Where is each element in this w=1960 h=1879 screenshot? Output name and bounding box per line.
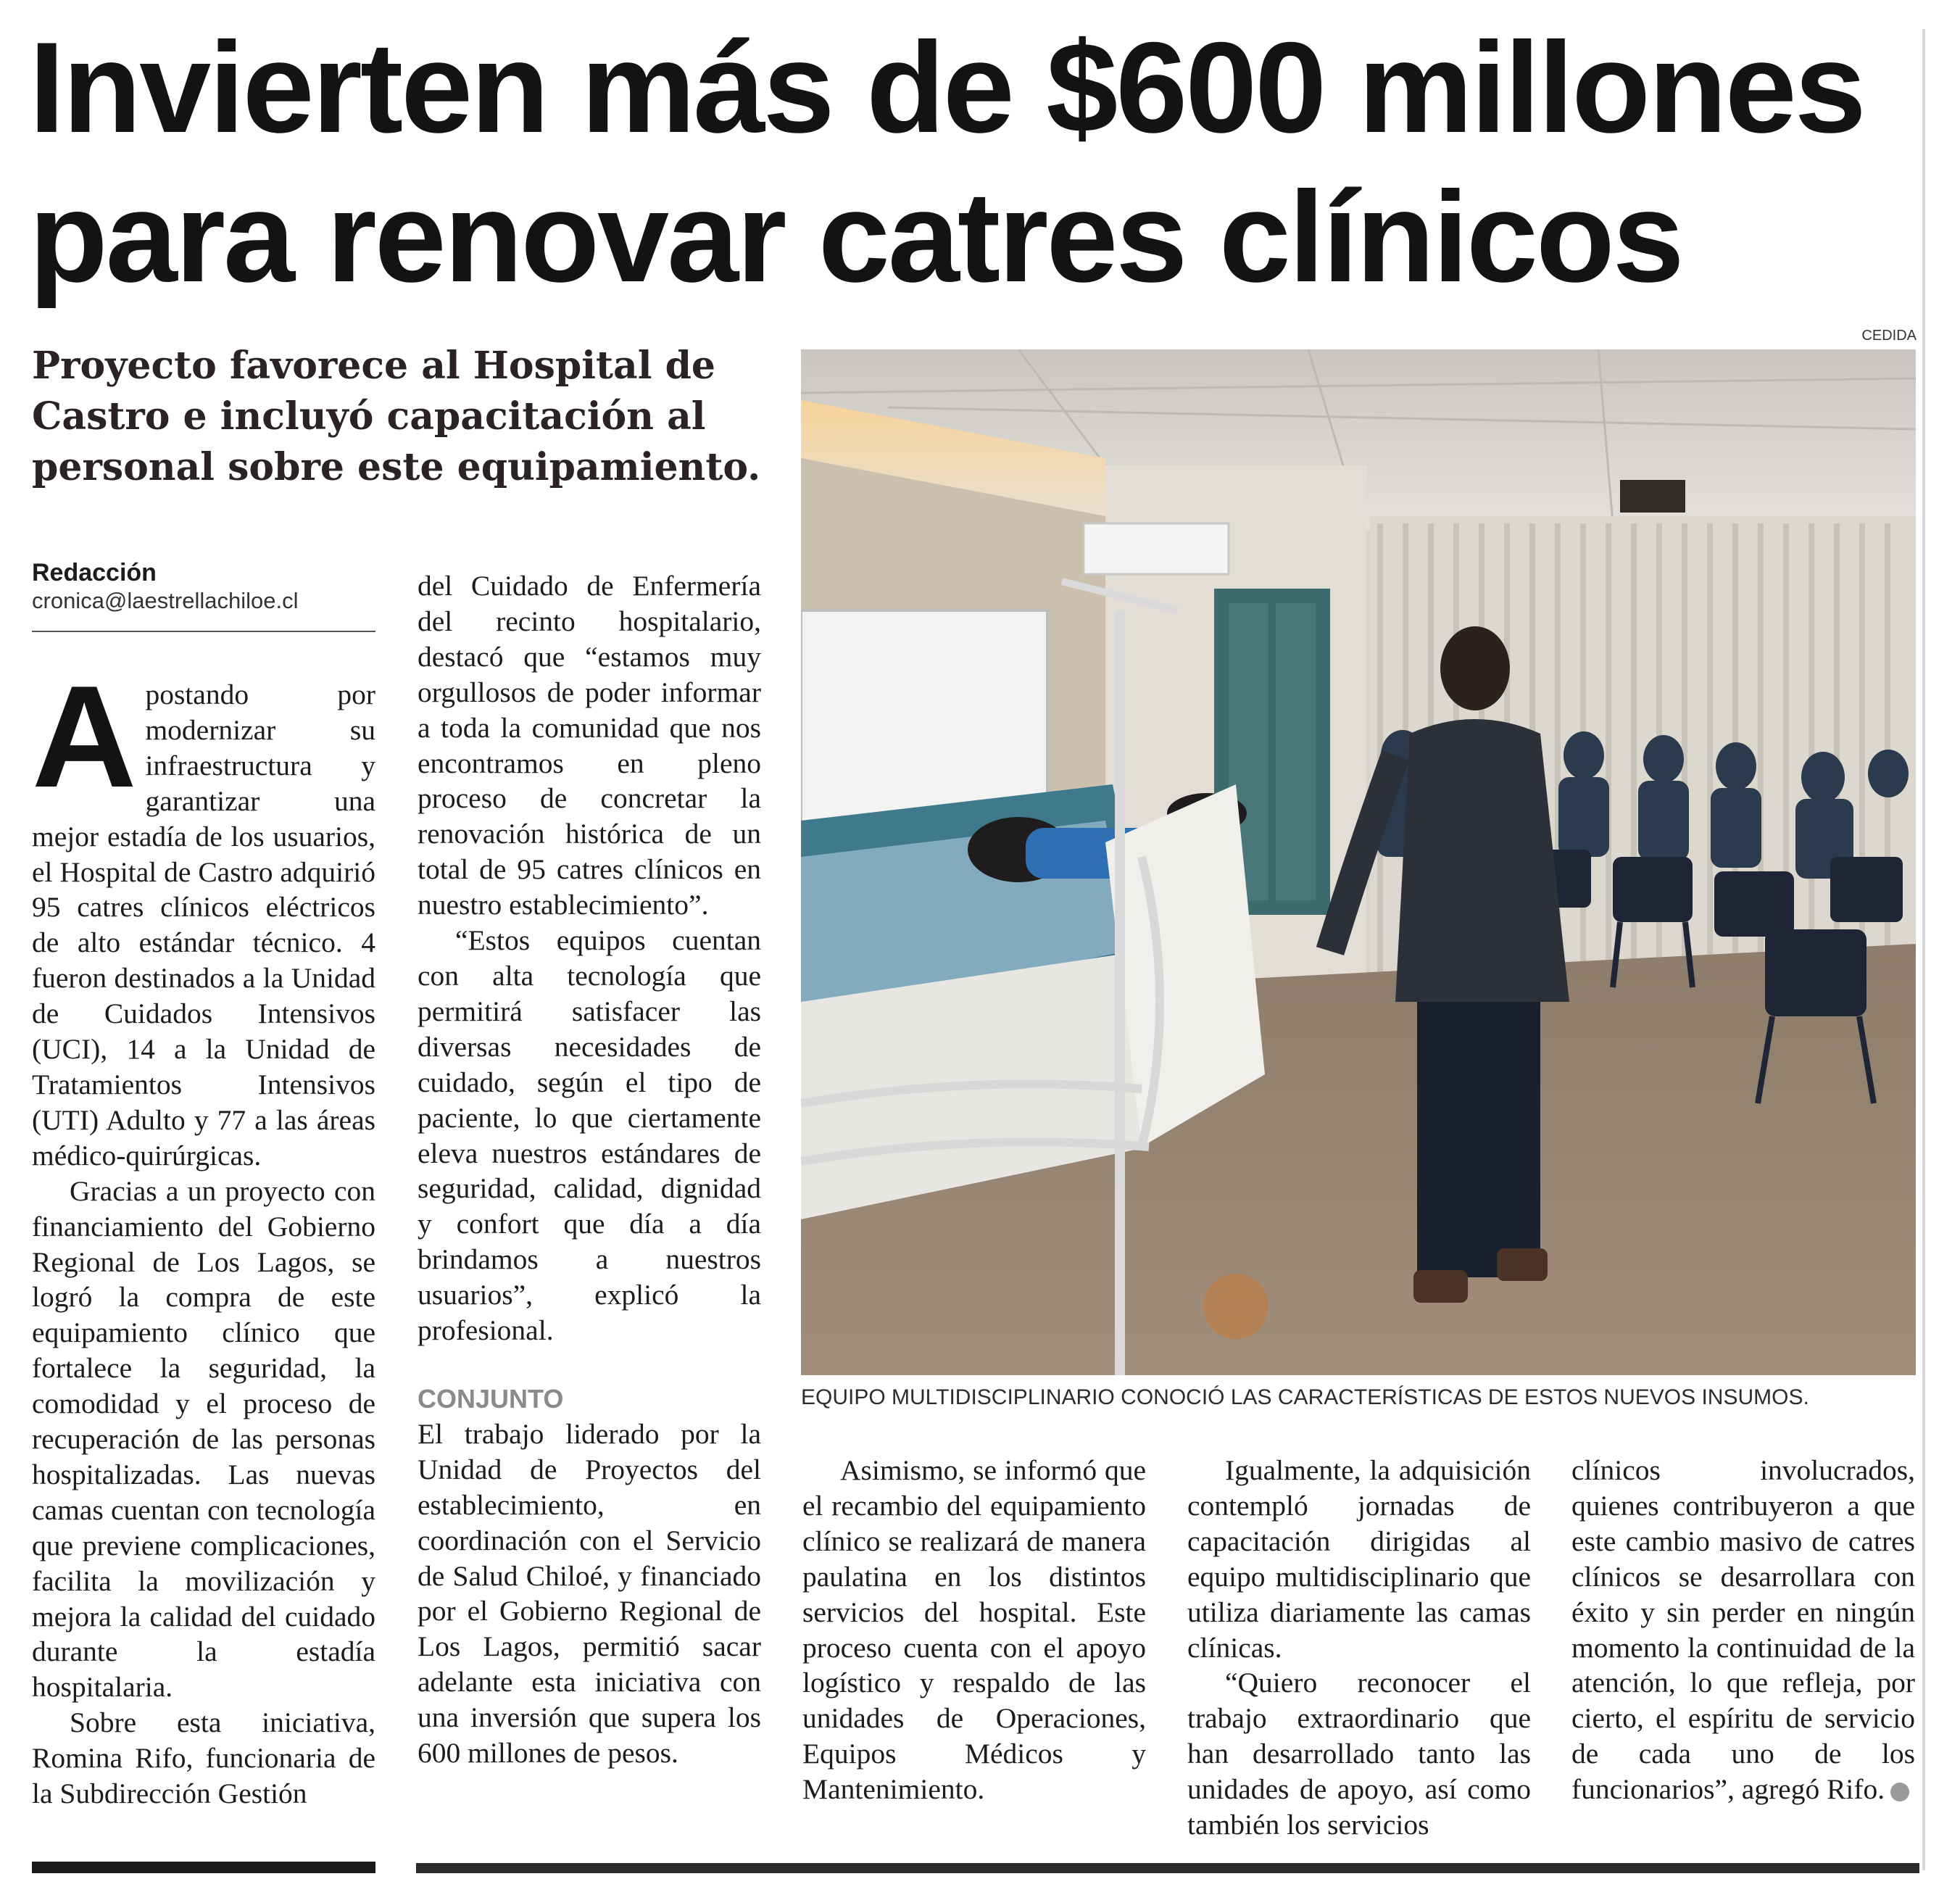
paragraph: clínicos involucrados, quienes contribuyeron a que este cambio masivo de catres clínicos se desarrollara con éxito y sin perder en ningún momento la continuidad de la atención, lo que refleja, por cierto, el espíritu de servicio de cada uno de los funcionarios”, agregó Rifo. — [1571, 1454, 1915, 1806]
photo-credit: CEDIDA — [1861, 328, 1917, 344]
article-column-5 — [1571, 1453, 1915, 1807]
paragraph: “Quiero reconocer el trabajo extraordinario que han desarrollado tanto las unidades de apoyo, así como también los servicios — [1187, 1667, 1531, 1841]
article-column-2 — [418, 568, 761, 1771]
bottom-rule — [416, 1863, 1919, 1873]
paragraph: Gracias a un proyecto con financiamiento del Gobierno Regional de Los Lagos, se logró la compra de este equipamiento clínico que fortalece la seguridad, la comodidad y el proceso de recuperación de las personas hospitalizadas. Las nuevas camas cuentan con tecnología que previene complicaciones, facilita la movilización y mejora la calidad del cuidado durante la estadía hospitalaria. — [32, 1174, 375, 1704]
paragraph: Sobre esta iniciativa, Romina Rifo, funcionaria de la Subdirección Gestión — [32, 1706, 375, 1810]
drop-cap: A — [32, 656, 137, 818]
page-edge-rule — [1922, 29, 1925, 1870]
headline — [29, 13, 1914, 312]
deck-subheadline: Proyecto favorece al Hospital de Castro e incluyó capacitación al personal sobre este equipamiento. — [32, 344, 761, 489]
end-of-article-icon — [1890, 1783, 1909, 1801]
article-column-3 — [802, 1453, 1146, 1807]
article-photo — [801, 349, 1916, 1375]
paragraph: Igualmente, la adquisición contempló jornadas de capacitación dirigidas al equipo multidisciplinario que utiliza diariamente las camas clínicas. — [1187, 1454, 1531, 1664]
byline-email: cronica@laestrellachiloe.cl — [32, 588, 299, 613]
paragraph: Asimismo, se informó que el recambio del equipamiento clínico se realizará de manera paulatina en los distintos servicios del hospital. Este proceso cuenta con el apoyo logístico y respaldo de las unidades de Operaciones, Equipos Médicos y Mantenimiento. — [802, 1454, 1146, 1806]
byline-divider — [32, 631, 375, 632]
paragraph: “Estos equipos cuentan con alta tecnología que permitirá satisfacer las diversas necesidades de cuidado, según el tipo de paciente, lo que ciertamente eleva nuestros estándares de seguridad, calidad, dignidad y confort que día a día brindamos a nuestros usuarios”, explicó la profesional. — [418, 924, 761, 1347]
headline-line-1: Invierten más de $600 millones — [29, 15, 1864, 159]
paragraph-opening: postando por modernizar su infraestructura y garantizar una mejor estadía de los usuarios, el Hospital de Castro adquirió 95 catres clínicos eléctricos de alto estándar técnico. 4 fueron destinados a la Unidad de Cuidados Intensivos (UCI), 14 a la Unidad de Tratamientos Intensivos (UTI) Adulto y 77 a las áreas médico-quirúrgicas. — [32, 679, 375, 1171]
photo-caption: EQUIPO MULTIDISCIPLINARIO CONOCIÓ LAS CARACTERÍSTICAS DE ESTOS NUEVOS INSUMOS. — [801, 1385, 1809, 1409]
article-column-1 — [32, 656, 375, 1812]
paragraph: del Cuidado de Enfermería del recinto hospitalario, destacó que “estamos muy orgullosos de poder informar a toda la comunidad que nos encontramos en pleno proceso de concretar la renovación histórica de un total de 95 catres clínicos en nuestro establecimiento”. — [418, 570, 761, 921]
byline-author: Redacción — [32, 559, 157, 586]
article-column-4 — [1187, 1453, 1531, 1843]
headline-line-2: para renovar catres clínicos — [29, 165, 1682, 309]
bottom-rule — [32, 1862, 375, 1873]
paragraph: El trabajo liderado por la Unidad de Proyectos del establecimiento, en coordinación con el Servicio de Salud Chiloé, y financiado por el Gobierno Regional de Los Lagos, permitió sacar adelante esta iniciativa con una inversión que supera los 600 millones de pesos. — [418, 1417, 761, 1770]
section-subhead: CONJUNTO — [418, 1383, 564, 1414]
